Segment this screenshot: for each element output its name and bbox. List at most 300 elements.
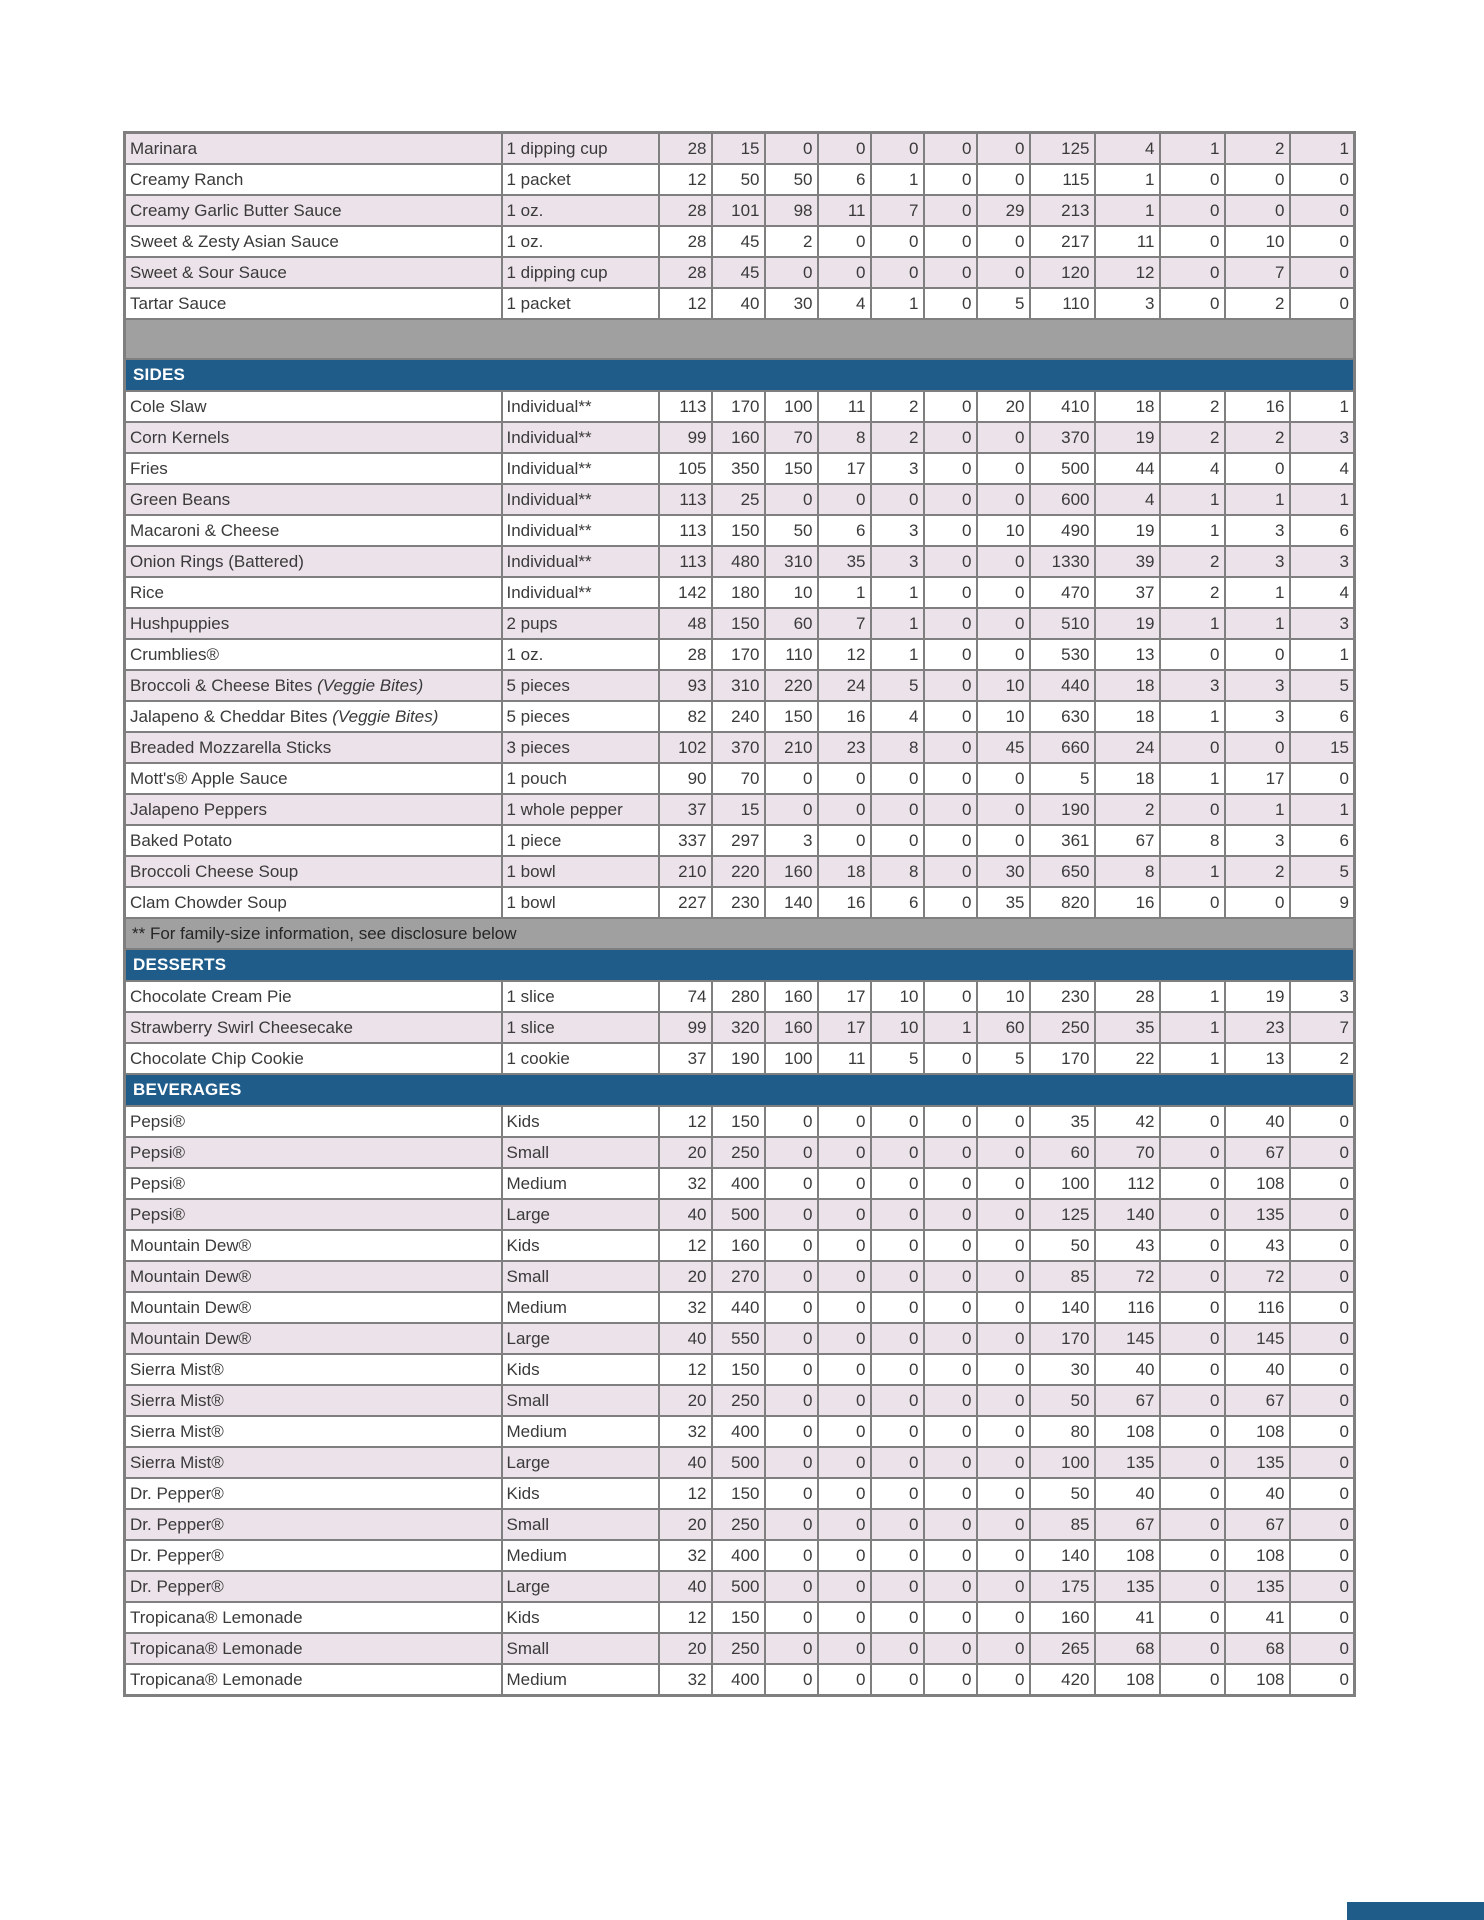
- value-cell: 18: [1095, 763, 1160, 794]
- value-cell: 5: [1290, 670, 1355, 701]
- item-cell: Mountain Dew®: [125, 1261, 502, 1292]
- value-cell: 250: [712, 1633, 765, 1664]
- value-cell: 125: [1030, 133, 1095, 165]
- value-cell: 0: [765, 763, 818, 794]
- value-cell: 5: [977, 288, 1030, 319]
- table-row: [125, 639, 1355, 670]
- value-cell: 0: [924, 1416, 977, 1447]
- value-cell: 213: [1030, 195, 1095, 226]
- serving-cell: Large: [502, 1199, 659, 1230]
- value-cell: 0: [818, 1261, 871, 1292]
- value-cell: 0: [1290, 1447, 1355, 1478]
- value-cell: 0: [1290, 1230, 1355, 1261]
- value-cell: 1: [1160, 1043, 1225, 1074]
- value-cell: 1: [1160, 701, 1225, 732]
- value-cell: 4: [1095, 484, 1160, 515]
- value-cell: 410: [1030, 391, 1095, 422]
- value-cell: 0: [977, 1447, 1030, 1478]
- value-cell: 150: [765, 701, 818, 732]
- serving-cell: 1 bowl: [502, 856, 659, 887]
- value-cell: 67: [1095, 1509, 1160, 1540]
- value-cell: 39: [1095, 546, 1160, 577]
- value-cell: 28: [659, 226, 712, 257]
- value-cell: 4: [1160, 453, 1225, 484]
- serving-cell: Small: [502, 1261, 659, 1292]
- value-cell: 0: [1290, 1106, 1355, 1137]
- value-cell: 0: [924, 670, 977, 701]
- value-cell: 0: [977, 1540, 1030, 1571]
- table-row: [125, 856, 1355, 887]
- serving-cell: 1 cookie: [502, 1043, 659, 1074]
- item-cell: Creamy Ranch: [125, 164, 502, 195]
- value-cell: 82: [659, 701, 712, 732]
- value-cell: 0: [924, 391, 977, 422]
- table-row: [125, 391, 1355, 422]
- table-row: [125, 1292, 1355, 1323]
- value-cell: 8: [871, 732, 924, 763]
- value-cell: 50: [765, 164, 818, 195]
- value-cell: 1: [1160, 981, 1225, 1012]
- value-cell: 0: [1160, 1447, 1225, 1478]
- value-cell: 1: [1290, 639, 1355, 670]
- item-cell: Tropicana® Lemonade: [125, 1602, 502, 1633]
- table-row: [125, 670, 1355, 701]
- value-cell: 5: [871, 670, 924, 701]
- table-row: [125, 257, 1355, 288]
- value-cell: 68: [1095, 1633, 1160, 1664]
- value-cell: 1: [818, 577, 871, 608]
- table-row: [125, 1602, 1355, 1633]
- value-cell: 0: [924, 1106, 977, 1137]
- value-cell: 50: [1030, 1478, 1095, 1509]
- value-cell: 67: [1095, 1385, 1160, 1416]
- value-cell: 30: [1030, 1354, 1095, 1385]
- value-cell: 490: [1030, 515, 1095, 546]
- value-cell: 0: [977, 453, 1030, 484]
- serving-cell: 1 whole pepper: [502, 794, 659, 825]
- value-cell: 108: [1095, 1540, 1160, 1571]
- table-row: [125, 981, 1355, 1012]
- value-cell: 310: [712, 670, 765, 701]
- spacer-row: [125, 319, 1355, 359]
- value-cell: 0: [924, 453, 977, 484]
- value-cell: 13: [1095, 639, 1160, 670]
- table-row: [125, 453, 1355, 484]
- value-cell: 13: [1225, 1043, 1290, 1074]
- serving-cell: 1 pouch: [502, 763, 659, 794]
- value-cell: 70: [1095, 1137, 1160, 1168]
- value-cell: 28: [659, 133, 712, 165]
- value-cell: 60: [765, 608, 818, 639]
- value-cell: 0: [818, 1106, 871, 1137]
- serving-cell: 1 oz.: [502, 226, 659, 257]
- value-cell: 40: [1225, 1106, 1290, 1137]
- value-cell: 650: [1030, 856, 1095, 887]
- table-row: [125, 1323, 1355, 1354]
- value-cell: 11: [818, 195, 871, 226]
- value-cell: 0: [924, 794, 977, 825]
- value-cell: 16: [818, 887, 871, 918]
- value-cell: 500: [712, 1447, 765, 1478]
- value-cell: 0: [924, 608, 977, 639]
- value-cell: 15: [712, 133, 765, 165]
- value-cell: 3: [1225, 825, 1290, 856]
- serving-cell: Kids: [502, 1106, 659, 1137]
- value-cell: 17: [818, 453, 871, 484]
- value-cell: 135: [1225, 1199, 1290, 1230]
- value-cell: 0: [924, 887, 977, 918]
- value-cell: 0: [818, 484, 871, 515]
- value-cell: 0: [977, 1354, 1030, 1385]
- value-cell: 0: [924, 639, 977, 670]
- value-cell: 113: [659, 391, 712, 422]
- value-cell: 3: [871, 453, 924, 484]
- table-row: [125, 1478, 1355, 1509]
- value-cell: 41: [1095, 1602, 1160, 1633]
- value-cell: 18: [1095, 391, 1160, 422]
- value-cell: 32: [659, 1540, 712, 1571]
- value-cell: 0: [1160, 195, 1225, 226]
- value-cell: 500: [712, 1199, 765, 1230]
- value-cell: 135: [1225, 1447, 1290, 1478]
- value-cell: 0: [818, 763, 871, 794]
- value-cell: 500: [712, 1571, 765, 1602]
- value-cell: 0: [977, 1106, 1030, 1137]
- value-cell: 37: [659, 1043, 712, 1074]
- serving-cell: Medium: [502, 1168, 659, 1199]
- serving-cell: Individual**: [502, 391, 659, 422]
- value-cell: 40: [1225, 1478, 1290, 1509]
- value-cell: 19: [1095, 422, 1160, 453]
- value-cell: 108: [1225, 1416, 1290, 1447]
- value-cell: 0: [765, 1602, 818, 1633]
- table-row: [125, 1571, 1355, 1602]
- value-cell: 101: [712, 195, 765, 226]
- value-cell: 0: [924, 1261, 977, 1292]
- value-cell: 12: [659, 1602, 712, 1633]
- serving-cell: Medium: [502, 1540, 659, 1571]
- value-cell: 0: [818, 226, 871, 257]
- value-cell: 0: [765, 1509, 818, 1540]
- value-cell: 0: [1225, 732, 1290, 763]
- value-cell: 23: [1225, 1012, 1290, 1043]
- value-cell: 160: [712, 422, 765, 453]
- value-cell: 0: [1290, 1478, 1355, 1509]
- item-cell: Creamy Garlic Butter Sauce: [125, 195, 502, 226]
- item-cell: Tropicana® Lemonade: [125, 1664, 502, 1696]
- value-cell: 2: [1225, 422, 1290, 453]
- value-cell: 74: [659, 981, 712, 1012]
- value-cell: 0: [871, 1199, 924, 1230]
- value-cell: 0: [924, 226, 977, 257]
- value-cell: 0: [977, 1633, 1030, 1664]
- value-cell: 227: [659, 887, 712, 918]
- value-cell: 28: [659, 257, 712, 288]
- value-cell: 0: [1160, 1137, 1225, 1168]
- value-cell: 16: [1095, 887, 1160, 918]
- value-cell: 0: [1290, 226, 1355, 257]
- value-cell: 0: [871, 1354, 924, 1385]
- value-cell: 270: [712, 1261, 765, 1292]
- value-cell: 50: [1030, 1230, 1095, 1261]
- value-cell: 3: [1095, 288, 1160, 319]
- value-cell: 0: [1290, 1540, 1355, 1571]
- value-cell: 0: [924, 1509, 977, 1540]
- value-cell: 116: [1225, 1292, 1290, 1323]
- value-cell: 297: [712, 825, 765, 856]
- value-cell: 370: [712, 732, 765, 763]
- value-cell: 0: [871, 1230, 924, 1261]
- value-cell: 3: [871, 515, 924, 546]
- serving-cell: 1 packet: [502, 164, 659, 195]
- value-cell: 820: [1030, 887, 1095, 918]
- value-cell: 0: [1160, 1385, 1225, 1416]
- value-cell: 12: [659, 288, 712, 319]
- value-cell: 67: [1095, 825, 1160, 856]
- value-cell: 7: [1225, 257, 1290, 288]
- value-cell: 0: [871, 1478, 924, 1509]
- value-cell: 0: [1160, 1230, 1225, 1261]
- value-cell: 28: [1095, 981, 1160, 1012]
- value-cell: 0: [977, 763, 1030, 794]
- value-cell: 0: [924, 856, 977, 887]
- value-cell: 0: [1160, 257, 1225, 288]
- value-cell: 0: [924, 195, 977, 226]
- value-cell: 10: [871, 981, 924, 1012]
- serving-cell: 1 packet: [502, 288, 659, 319]
- item-cell: Tropicana® Lemonade: [125, 1633, 502, 1664]
- value-cell: 1: [1160, 608, 1225, 639]
- value-cell: 100: [1030, 1447, 1095, 1478]
- value-cell: 3: [1225, 670, 1290, 701]
- item-cell: Macaroni & Cheese: [125, 515, 502, 546]
- value-cell: 0: [1160, 226, 1225, 257]
- value-cell: 10: [977, 670, 1030, 701]
- value-cell: 510: [1030, 608, 1095, 639]
- table-row: [125, 1633, 1355, 1664]
- item-cell: Dr. Pepper®: [125, 1509, 502, 1540]
- table-row: [125, 825, 1355, 856]
- value-cell: 6: [1290, 825, 1355, 856]
- value-cell: 17: [818, 1012, 871, 1043]
- value-cell: 0: [1290, 1509, 1355, 1540]
- value-cell: 1: [1160, 1012, 1225, 1043]
- section-header-row: [125, 359, 1355, 391]
- value-cell: 170: [712, 639, 765, 670]
- serving-cell: Large: [502, 1571, 659, 1602]
- value-cell: 0: [1290, 195, 1355, 226]
- value-cell: 35: [1030, 1106, 1095, 1137]
- value-cell: 0: [924, 288, 977, 319]
- value-cell: 4: [818, 288, 871, 319]
- section-header-label: SIDES: [125, 359, 1355, 391]
- item-cell: Mountain Dew®: [125, 1323, 502, 1354]
- value-cell: 440: [712, 1292, 765, 1323]
- value-cell: 12: [1095, 257, 1160, 288]
- value-cell: 240: [712, 701, 765, 732]
- value-cell: 3: [1160, 670, 1225, 701]
- value-cell: 0: [818, 1633, 871, 1664]
- value-cell: 0: [924, 1043, 977, 1074]
- value-cell: 22: [1095, 1043, 1160, 1074]
- value-cell: 0: [765, 1540, 818, 1571]
- value-cell: 5: [977, 1043, 1030, 1074]
- value-cell: 0: [924, 1168, 977, 1199]
- value-cell: 0: [977, 164, 1030, 195]
- value-cell: 150: [765, 453, 818, 484]
- value-cell: 6: [818, 164, 871, 195]
- value-cell: 1: [1290, 484, 1355, 515]
- value-cell: 0: [924, 515, 977, 546]
- value-cell: 10: [977, 701, 1030, 732]
- value-cell: 0: [977, 1385, 1030, 1416]
- value-cell: 0: [1290, 1199, 1355, 1230]
- value-cell: 0: [924, 981, 977, 1012]
- value-cell: 0: [924, 422, 977, 453]
- value-cell: 0: [1225, 453, 1290, 484]
- table-row: [125, 1043, 1355, 1074]
- item-cell: Marinara: [125, 133, 502, 165]
- value-cell: 60: [1030, 1137, 1095, 1168]
- value-cell: 32: [659, 1292, 712, 1323]
- value-cell: 0: [818, 1230, 871, 1261]
- value-cell: 40: [1095, 1354, 1160, 1385]
- item-cell: Chocolate Cream Pie: [125, 981, 502, 1012]
- value-cell: 370: [1030, 422, 1095, 453]
- value-cell: 0: [818, 1478, 871, 1509]
- value-cell: 45: [977, 732, 1030, 763]
- value-cell: 42: [1095, 1106, 1160, 1137]
- value-cell: 0: [977, 825, 1030, 856]
- serving-cell: 3 pieces: [502, 732, 659, 763]
- section-header-row: [125, 1074, 1355, 1106]
- value-cell: 11: [1095, 226, 1160, 257]
- item-cell: Pepsi®: [125, 1106, 502, 1137]
- value-cell: 0: [924, 164, 977, 195]
- value-cell: 6: [1290, 701, 1355, 732]
- item-italic-suffix: (Veggie Bites): [332, 706, 439, 726]
- item-cell: Tartar Sauce: [125, 288, 502, 319]
- serving-cell: Small: [502, 1137, 659, 1168]
- value-cell: 600: [1030, 484, 1095, 515]
- value-cell: 0: [871, 257, 924, 288]
- table-row: [125, 1012, 1355, 1043]
- value-cell: 40: [712, 288, 765, 319]
- value-cell: 35: [1095, 1012, 1160, 1043]
- table-row: [125, 1385, 1355, 1416]
- value-cell: 0: [977, 794, 1030, 825]
- value-cell: 160: [765, 1012, 818, 1043]
- value-cell: 0: [1290, 1416, 1355, 1447]
- value-cell: 0: [977, 546, 1030, 577]
- value-cell: 68: [1225, 1633, 1290, 1664]
- serving-cell: Medium: [502, 1416, 659, 1447]
- value-cell: 217: [1030, 226, 1095, 257]
- value-cell: 113: [659, 546, 712, 577]
- value-cell: 0: [924, 1137, 977, 1168]
- value-cell: 0: [924, 1385, 977, 1416]
- serving-cell: 5 pieces: [502, 701, 659, 732]
- value-cell: 37: [659, 794, 712, 825]
- value-cell: 43: [1095, 1230, 1160, 1261]
- value-cell: 12: [659, 164, 712, 195]
- value-cell: 1: [1160, 856, 1225, 887]
- value-cell: 0: [924, 1199, 977, 1230]
- value-cell: 6: [818, 515, 871, 546]
- value-cell: 24: [1095, 732, 1160, 763]
- value-cell: 0: [977, 422, 1030, 453]
- value-cell: 1: [1095, 195, 1160, 226]
- value-cell: 0: [977, 1571, 1030, 1602]
- serving-cell: Kids: [502, 1230, 659, 1261]
- table-row: [125, 1354, 1355, 1385]
- value-cell: 175: [1030, 1571, 1095, 1602]
- value-cell: 11: [818, 1043, 871, 1074]
- value-cell: 1: [1225, 484, 1290, 515]
- value-cell: 7: [871, 195, 924, 226]
- item-cell: Hushpuppies: [125, 608, 502, 639]
- value-cell: 400: [712, 1168, 765, 1199]
- value-cell: 160: [765, 856, 818, 887]
- value-cell: 0: [977, 1292, 1030, 1323]
- serving-cell: Individual**: [502, 484, 659, 515]
- value-cell: 0: [765, 133, 818, 165]
- table-row: [125, 164, 1355, 195]
- value-cell: 2: [1225, 133, 1290, 165]
- value-cell: 0: [924, 1230, 977, 1261]
- value-cell: 0: [818, 1323, 871, 1354]
- value-cell: 110: [765, 639, 818, 670]
- value-cell: 0: [765, 1106, 818, 1137]
- value-cell: 24: [818, 670, 871, 701]
- value-cell: 480: [712, 546, 765, 577]
- value-cell: 41: [1225, 1602, 1290, 1633]
- value-cell: 0: [977, 257, 1030, 288]
- table-row: [125, 1230, 1355, 1261]
- value-cell: 1: [1225, 608, 1290, 639]
- value-cell: 113: [659, 515, 712, 546]
- value-cell: 0: [871, 1292, 924, 1323]
- table-row: [125, 288, 1355, 319]
- value-cell: 1: [871, 288, 924, 319]
- value-cell: 1: [871, 639, 924, 670]
- value-cell: 210: [765, 732, 818, 763]
- value-cell: 0: [924, 1447, 977, 1478]
- value-cell: 0: [1160, 1168, 1225, 1199]
- value-cell: 150: [712, 1478, 765, 1509]
- value-cell: 0: [1290, 1323, 1355, 1354]
- value-cell: 1330: [1030, 546, 1095, 577]
- value-cell: 40: [659, 1199, 712, 1230]
- value-cell: 0: [818, 1385, 871, 1416]
- value-cell: 93: [659, 670, 712, 701]
- value-cell: 40: [1225, 1354, 1290, 1385]
- table-row: [125, 1540, 1355, 1571]
- value-cell: 60: [977, 1012, 1030, 1043]
- value-cell: 2: [871, 391, 924, 422]
- serving-cell: 1 dipping cup: [502, 257, 659, 288]
- value-cell: 1: [1160, 484, 1225, 515]
- value-cell: 0: [1225, 164, 1290, 195]
- item-cell: Baked Potato: [125, 825, 502, 856]
- value-cell: 3: [1290, 422, 1355, 453]
- value-cell: 140: [1095, 1199, 1160, 1230]
- section-header-label: DESSERTS: [125, 949, 1355, 981]
- value-cell: 100: [765, 391, 818, 422]
- table-row: [125, 763, 1355, 794]
- value-cell: 160: [712, 1230, 765, 1261]
- value-cell: 99: [659, 422, 712, 453]
